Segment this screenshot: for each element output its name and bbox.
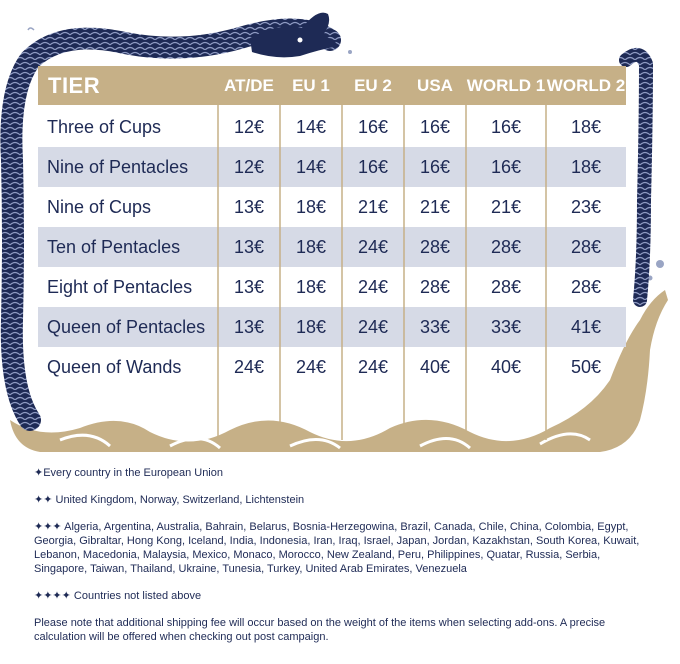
price-cell: 16€ bbox=[357, 156, 389, 177]
table-row bbox=[38, 147, 626, 187]
table-row bbox=[38, 227, 626, 267]
price-cell: 16€ bbox=[357, 116, 389, 137]
tier-name: Eight of Pentacles bbox=[47, 276, 193, 297]
price-cell: 50€ bbox=[570, 356, 602, 377]
header-usa: USA bbox=[417, 75, 453, 95]
tier-name: Nine of Pentacles bbox=[47, 156, 189, 177]
price-cell: 13€ bbox=[233, 236, 265, 257]
note-eu: ✦Every country in the European Union bbox=[34, 467, 223, 479]
price-cell: 24€ bbox=[357, 356, 389, 377]
table-row bbox=[38, 347, 626, 387]
header-eu1: ✦ EU 1 bbox=[280, 66, 342, 105]
price-cell: 18€ bbox=[295, 196, 327, 217]
star-icon: ✦✦✦✦ bbox=[567, 56, 605, 67]
price-cell: 24€ bbox=[357, 316, 389, 337]
note-eu2: ✦✦ United Kingdom, Norway, Switzerland, Lichtenstein bbox=[34, 494, 305, 506]
price-cell: 23€ bbox=[570, 196, 602, 217]
price-cell: 28€ bbox=[419, 276, 451, 297]
tier-name: Nine of Cups bbox=[47, 196, 152, 217]
tier-name: Three of Cups bbox=[47, 116, 162, 137]
header-world2: ✦✦✦✦ WORLD 2 bbox=[546, 56, 626, 95]
price-cell: 41€ bbox=[570, 316, 602, 337]
price-cell: 33€ bbox=[490, 316, 522, 337]
price-cell: 13€ bbox=[233, 196, 265, 217]
note-world2: ✦✦✦✦ Countries not listed above bbox=[34, 590, 202, 602]
price-cell: 40€ bbox=[419, 356, 451, 377]
price-cell: 16€ bbox=[490, 116, 522, 137]
price-cell: 33€ bbox=[419, 316, 451, 337]
tier-name: Ten of Pentacles bbox=[47, 236, 181, 257]
header-at-de: AT/DE bbox=[224, 75, 274, 95]
price-cell: 21€ bbox=[419, 196, 451, 217]
price-cell: 28€ bbox=[490, 276, 522, 297]
star-icon: ✦✦✦ bbox=[491, 56, 521, 67]
price-cell: 18€ bbox=[295, 276, 327, 297]
header-eu2: ✦✦ EU 2 bbox=[342, 66, 404, 105]
table-row bbox=[38, 307, 626, 347]
table-row bbox=[38, 267, 626, 307]
price-cell: 18€ bbox=[570, 156, 602, 177]
price-cell: 28€ bbox=[570, 276, 602, 297]
price-table bbox=[38, 56, 630, 440]
price-cell: 18€ bbox=[295, 316, 327, 337]
price-cell: 24€ bbox=[233, 356, 265, 377]
table-header bbox=[38, 56, 626, 105]
price-cell: 24€ bbox=[295, 356, 327, 377]
tier-name: Queen of Wands bbox=[47, 356, 182, 377]
price-cell: 14€ bbox=[295, 116, 327, 137]
price-cell: 16€ bbox=[490, 156, 522, 177]
price-cell: 21€ bbox=[490, 196, 522, 217]
star-icon: ✦ bbox=[306, 56, 316, 67]
star-icon: ✦✦ bbox=[363, 56, 383, 67]
table-row bbox=[38, 107, 626, 147]
price-cell: 16€ bbox=[419, 156, 451, 177]
shipping-notes bbox=[34, 466, 654, 657]
price-cell: 24€ bbox=[357, 236, 389, 257]
price-cell: 21€ bbox=[357, 196, 389, 217]
price-cell: 12€ bbox=[233, 116, 265, 137]
price-cell: 40€ bbox=[490, 356, 522, 377]
price-cell: 13€ bbox=[233, 316, 265, 337]
price-cell: 18€ bbox=[295, 236, 327, 257]
price-cell: 14€ bbox=[295, 156, 327, 177]
tier-name: Queen of Pentacles bbox=[47, 316, 206, 337]
price-cell: 16€ bbox=[419, 116, 451, 137]
note-addons: Please note that additional shipping fee will occur based on the weight of the items when selecting add-ons. A precise calculation will be offered when checking out post campaign. bbox=[34, 617, 606, 643]
price-cell: 28€ bbox=[419, 236, 451, 257]
price-cell: 28€ bbox=[490, 236, 522, 257]
table-row bbox=[38, 187, 626, 227]
price-cell: 12€ bbox=[233, 156, 265, 177]
price-cell: 28€ bbox=[570, 236, 602, 257]
price-cell: 24€ bbox=[357, 276, 389, 297]
note-world1: ✦✦✦ Algeria, Argentina, Australia, Bahrain, Belarus, Bosnia-Herzegowina, Brazil, Canada, Chile, China, Colombia, Egypt, Georgia, Gibraltar, Hong Kong, Iceland, India, Indonesia, Iran, Iraq, Israel, Japan, Jordan, Kazakhstan, South Korea, Kuwait, Lebanon, Macedonia, Malaysia, Mexico, Monaco, Morocco, New Zealand, Peru, Philippines, Quatar, Russia, Serbia, Singapore, Taiwan, Thailand, Ukraine, Tunesia, Turkey, United Arab Emirates, Venezuela bbox=[34, 521, 640, 575]
header-world1: ✦✦✦ WORLD 1 bbox=[466, 56, 546, 95]
price-cell: 18€ bbox=[570, 116, 602, 137]
price-cell: 13€ bbox=[233, 276, 265, 297]
header-tier: TIER bbox=[48, 72, 101, 98]
